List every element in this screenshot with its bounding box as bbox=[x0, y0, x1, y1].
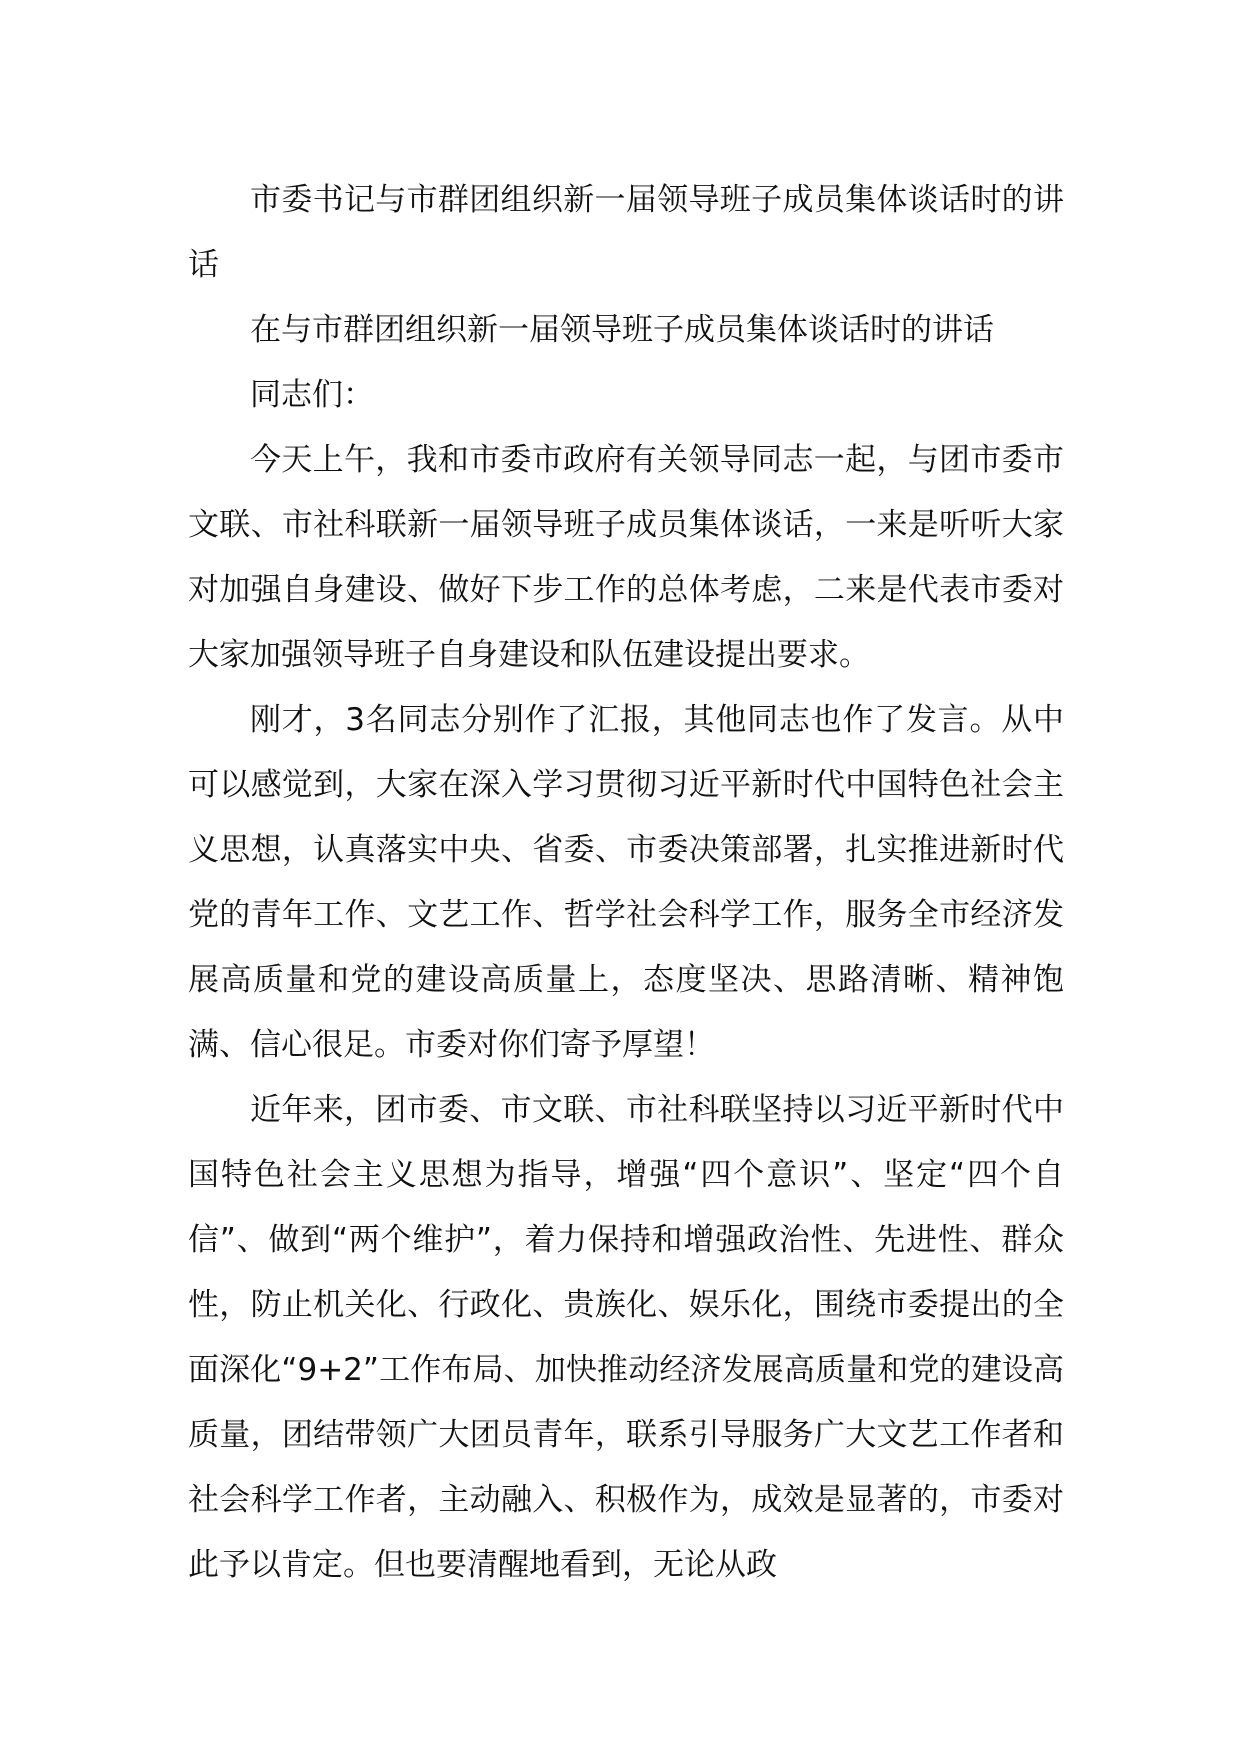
document-body bbox=[188, 168, 1064, 1598]
salutation: 同志们： bbox=[250, 377, 374, 413]
body-paragraph-2: 刚才，3名同志分别作了汇报，其他同志也作了发言。从中可以感觉到，大家在深入学习贯彻习近平新时代中国特色社会主义思想，认真落实中央、省委、市委决策部署，扎实推进新时代党的青年工作、文艺工作、哲学社会科学工作，服务全市经济发展高质量和党的建设高质量上，态度坚决、思路清晰、精神饱满、信心很足。市委对你们寄予厚望！ bbox=[188, 702, 1064, 1063]
body-paragraph-1: 今天上午，我和市委市政府有关领导同志一起，与团市委市文联、市社科联新一届领导班子成员集体谈话，一来是听听大家对加强自身建设、做好下步工作的总体考虑，二来是代表市委对大家加强领导班子自身建设和队伍建设提出要求。 bbox=[188, 442, 1064, 673]
body-paragraph-3: 近年来，团市委、市文联、市社科联坚持以习近平新时代中国特色社会主义思想为指导，增强“四个意识”、坚定“四个自信”、做到“两个维护”，着力保持和增强政治性、先进性、群众性，防止机关化、行政化、贵族化、娱乐化，围绕市委提出的全面深化“9+2”工作布局、加快推动经济发展高质量和党的建设高质量，团结带领广大团员青年，联系引导服务广大文艺工作者和社会科学工作者，主动融入、积极作为，成效是显著的，市委对此予以肯定。但也要清醒地看到，无论从政 bbox=[188, 1092, 1064, 1583]
document-subtitle: 在与市群团组织新一届领导班子成员集体谈话时的讲话 bbox=[250, 312, 994, 348]
document-title: 市委书记与市群团组织新一届领导班子成员集体谈话时的讲话 bbox=[188, 182, 1064, 283]
